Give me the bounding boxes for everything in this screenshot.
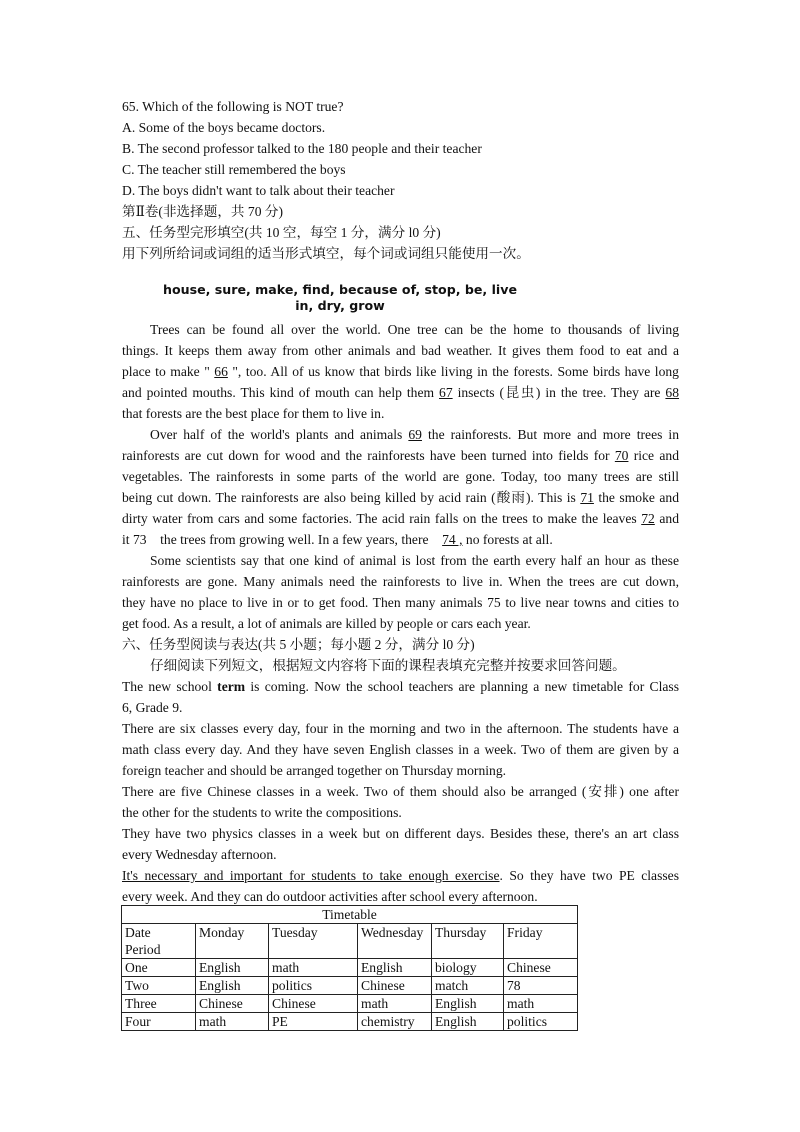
word-bank-line-1: house, sure, make, find, because of, stop, be, live [162, 282, 517, 297]
table-cell: PE [269, 1013, 358, 1031]
table-cell: chemistry [358, 1013, 432, 1031]
cloze-p3-line-4: get food. As a result, a lot of animals are killed by people or cars each year. [122, 616, 531, 631]
reading-p2-line-1: There are six classes every day, four in the morning and two in the afternoon. The students have a [122, 721, 679, 736]
reading-p1-line-1: The new school term is coming. Now the school teachers are planning a new timetable for Class [122, 679, 679, 694]
cloze-p2-line-2: rainforests are cut down for wood and the rainforests have been turned into fields for 70 rice and [122, 448, 679, 463]
table-cell: match [432, 977, 504, 995]
cloze-p1-line-2: things. It keeps them away from other animals and bad weather. It gives them food to eat and a [122, 343, 679, 358]
blank-67: 67 [439, 385, 453, 400]
option-c: C. The teacher still remembered the boys [122, 162, 346, 177]
reading-p5-line-2: every week. And they can do outdoor activities after school every afternoon. [122, 889, 538, 904]
part-2-heading: 第Ⅱ卷(非选择题，共 70 分) [122, 204, 284, 219]
table-cell: biology [432, 959, 504, 977]
cloze-p1-line-1: Trees can be found all over the world. One tree can be the home to thousands of living [150, 322, 679, 337]
underlined-sentence: It's necessary and important for students to take enough exercise [122, 868, 500, 883]
table-cell: math [269, 959, 358, 977]
reading-p4-line-2: every Wednesday afternoon. [122, 847, 277, 862]
table-cell: Chinese [269, 995, 358, 1013]
cloze-p2-line-3: vegetables. The rainforests in some parts of the world are gone. Today, too many trees are still [122, 469, 679, 484]
table-cell: Chinese [504, 959, 578, 977]
reading-p4-line-1: They have two physics classes in a week but on different days. Besides these, there's an art class [122, 826, 679, 841]
cloze-p2-line-5: dirty water from cars and some factories. The acid rain falls on the trees to make the leaves 72 and [122, 511, 679, 526]
reading-p3-line-2: the other for the students to write the compositions. [122, 805, 402, 820]
corner-header: Date Period [122, 924, 196, 959]
section-5-instruction: 用下列所给词或词组的适当形式填空，每个词或词组只能使用一次。 [122, 246, 530, 261]
option-a: A. Some of the boys became doctors. [122, 120, 326, 135]
reading-p1-line-2: 6, Grade 9. [122, 700, 183, 715]
blank-69: 69 [408, 427, 422, 442]
table-cell: math [196, 1013, 269, 1031]
section-5-heading: 五、任务型完形填空(共 10 空，每空 1 分，满分 l0 分) [122, 225, 441, 240]
table-cell: politics [504, 1013, 578, 1031]
table-cell: English [196, 977, 269, 995]
option-d: D. The boys didn't want to talk about their teacher [122, 183, 395, 198]
reading-p2-line-2: math class every day. And they have seven English classes in a week. Two of them are given by a [122, 742, 679, 757]
cloze-p3-line-1: Some scientists say that one kind of animal is lost from the earth every half an hour as these [150, 553, 679, 568]
cloze-p3-line-2: rainforests are gone. Many animals need the rainforests to live in. When the trees are cut down, [122, 574, 679, 589]
reading-p3-line-1: There are five Chinese classes in a week. Two of them should also be arranged (安排) one after [122, 784, 679, 799]
cloze-p2-line-4: being cut down. The rainforests are also being killed by acid rain (酸雨). This is 71 the smoke and [122, 490, 679, 505]
cloze-p1-line-3: place to make " 66 ", too. All of us know that birds like living in the forests. Some birds have long [122, 364, 679, 379]
period-label: Two [122, 977, 196, 995]
section-6-heading: 六、任务型阅读与表达(共 5 小题；每小题 2 分，满分 l0 分) [122, 637, 475, 652]
word-bank-line-2: in, dry, grow [295, 298, 385, 313]
table-cell: English [358, 959, 432, 977]
cloze-p3-line-3: they have no place to live in or to get food. Then many animals 75 to live near towns and cities to [122, 595, 679, 610]
question-65-stem: 65. Which of the following is NOT true? [122, 99, 344, 114]
cloze-p1-line-5: that forests are the best place for them to live in. [122, 406, 385, 421]
table-cell: English [196, 959, 269, 977]
cloze-p1-line-4: and pointed mouths. This kind of mouth can help them 67 insects (昆虫) in the tree. They are 68 [122, 385, 680, 400]
blank-71: 71 [580, 490, 594, 505]
day-header: Monday [196, 924, 269, 959]
section-6-instruction: 仔细阅读下列短文，根据短文内容将下面的课程表填充完整并按要求回答问题。 [150, 658, 626, 673]
blank-68: 68 [665, 385, 680, 400]
day-header: Wednesday [358, 924, 432, 959]
blank-74: 74 , [442, 532, 463, 547]
cloze-p2-line-1: Over half of the world's plants and animals 69 the rainforests. But more and more trees in [150, 427, 680, 442]
blank-70: 70 [614, 448, 629, 463]
day-header: Thursday [432, 924, 504, 959]
reading-p2-line-3: foreign teacher and should be arranged together on Thursday morning. [122, 763, 507, 778]
option-b: B. The second professor talked to the 180 people and their teacher [122, 141, 482, 156]
period-label: One [122, 959, 196, 977]
period-label: Three [122, 995, 196, 1013]
table-cell: Chinese [358, 977, 432, 995]
table-cell: math [504, 995, 578, 1013]
term-bold: term [217, 679, 246, 694]
table-cell: Chinese [196, 995, 269, 1013]
table-cell: math [358, 995, 432, 1013]
blank-72: 72 [641, 511, 655, 526]
table-cell: politics [269, 977, 358, 995]
day-header: Tuesday [269, 924, 358, 959]
cloze-p2-line-6: it 73 the trees from growing well. In a few years, there 74 , no forests at all. [122, 532, 553, 547]
blank-66: 66 [214, 364, 228, 379]
table-cell: English [432, 995, 504, 1013]
timetable-caption: Timetable [122, 906, 578, 924]
table-cell: 78 [504, 977, 578, 995]
period-label: Four [122, 1013, 196, 1031]
timetable [121, 905, 578, 1031]
reading-p5-line-1: It's necessary and important for students to take enough exercise. So they have two PE classes [122, 868, 679, 883]
day-header: Friday [504, 924, 578, 959]
table-cell: English [432, 1013, 504, 1031]
